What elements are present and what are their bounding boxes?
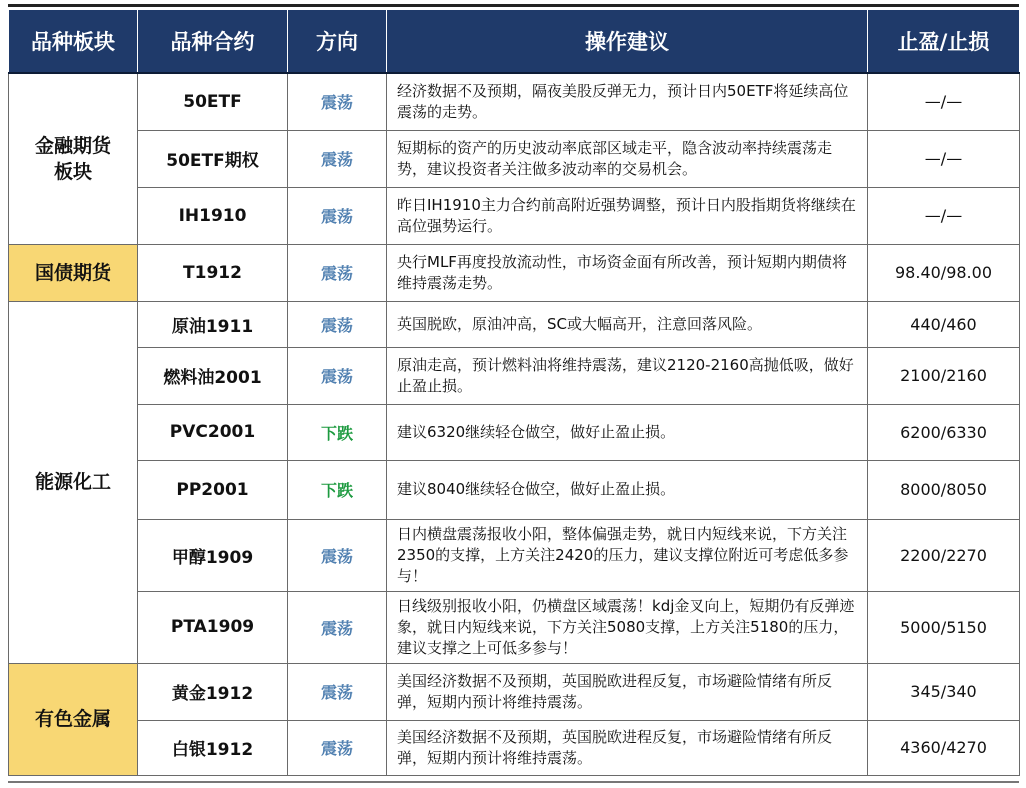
direction-cell: 震荡 <box>288 591 387 663</box>
direction-cell: 下跌 <box>288 460 387 519</box>
stop-cell: 6200/6330 <box>868 404 1020 460</box>
advice-cell: 美国经济数据不及预期，英国脱欧进程反复，市场避险情绪有所反弹，短期内预计将维持震荡。 <box>387 720 868 775</box>
category-cell-bond <box>9 244 138 301</box>
header-contract: 品种合约 <box>138 10 288 74</box>
direction-cell: 震荡 <box>288 73 387 130</box>
table-row <box>9 244 1020 301</box>
contract-cell: 白银1912 <box>138 720 288 775</box>
table-row <box>9 720 1020 775</box>
advice-cell: 经济数据不及预期，隔夜美股反弹无力，预计日内50ETF将延续高位震荡的走势。 <box>387 73 868 130</box>
table-row <box>9 130 1020 187</box>
direction-cell: 下跌 <box>288 404 387 460</box>
advice-cell: 昨日IH1910主力合约前高附近强势调整，预计日内股指期货将继续在高位强势运行。 <box>387 187 868 244</box>
category-label: 国债期货 <box>34 261 111 284</box>
stop-cell: 440/460 <box>868 301 1020 347</box>
contract-cell: PVC2001 <box>138 404 288 460</box>
stop-cell: 5000/5150 <box>868 591 1020 663</box>
category-cell-energy-chemical <box>9 301 138 663</box>
stop-cell: 98.40/98.00 <box>868 244 1020 301</box>
stop-cell: 4360/4270 <box>868 720 1020 775</box>
advice-cell: 央行MLF再度投放流动性，市场资金面有所改善，预计短期内期债将维持震荡走势。 <box>387 244 868 301</box>
contract-cell: 50ETF期权 <box>138 130 288 187</box>
table-row <box>9 460 1020 519</box>
stop-cell: —/— <box>868 73 1020 130</box>
direction-cell: 震荡 <box>288 301 387 347</box>
table-row <box>9 591 1020 663</box>
stop-cell: 2100/2160 <box>868 347 1020 404</box>
category-label: 有色金属 <box>34 708 111 730</box>
contract-cell: T1912 <box>138 244 288 301</box>
category-label: 能源化工 <box>34 471 111 493</box>
header-direction: 方向 <box>288 10 387 74</box>
advice-cell: 日内横盘震荡报收小阳，整体偏强走势，就日内短线来说，下方关注2350的支撑，上方关注2420的压力，建议支撑位附近可考虑低多参与！ <box>387 519 868 591</box>
advice-cell: 建议6320继续轻仓做空，做好止盈止损。 <box>387 404 868 460</box>
table-row <box>9 404 1020 460</box>
direction-cell: 震荡 <box>288 130 387 187</box>
contract-cell: 50ETF <box>138 73 288 130</box>
direction-cell: 震荡 <box>288 663 387 720</box>
category-cell-financial <box>9 73 138 244</box>
table-row <box>9 663 1020 720</box>
table-row <box>9 347 1020 404</box>
contract-cell: PTA1909 <box>138 591 288 663</box>
contract-cell: 甲醇1909 <box>138 519 288 591</box>
table-row <box>9 73 1020 130</box>
header-stop: 止盈/止损 <box>868 10 1020 74</box>
stop-cell: —/— <box>868 130 1020 187</box>
direction-cell: 震荡 <box>288 720 387 775</box>
advice-cell: 短期标的资产的历史波动率底部区域走平，隐含波动率持续震荡走势，建议投资者关注做多波动率的交易机会。 <box>387 130 868 187</box>
table-row <box>9 301 1020 347</box>
advice-cell: 建议8040继续轻仓做空，做好止盈止损。 <box>387 460 868 519</box>
category-cell-nonferrous <box>9 663 138 775</box>
top-border <box>8 4 1019 7</box>
contract-cell: IH1910 <box>138 187 288 244</box>
header-row <box>9 10 1020 74</box>
header-advice: 操作建议 <box>387 10 868 74</box>
contract-cell: 黄金1912 <box>138 663 288 720</box>
table-row <box>9 519 1020 591</box>
direction-cell: 震荡 <box>288 244 387 301</box>
advice-cell: 原油走高，预计燃料油将维持震荡，建议2120-2160高抛低吸，做好止盈止损。 <box>387 347 868 404</box>
stop-cell: 8000/8050 <box>868 460 1020 519</box>
bottom-border <box>8 781 1019 783</box>
strategy-table <box>8 9 1020 776</box>
category-label: 金融期货 <box>34 134 111 157</box>
stop-cell: —/— <box>868 187 1020 244</box>
direction-cell: 震荡 <box>288 519 387 591</box>
contract-cell: 原油1911 <box>138 301 288 347</box>
stop-cell: 2200/2270 <box>868 519 1020 591</box>
table-row <box>9 187 1020 244</box>
advice-cell: 日线级别报收小阳，仍横盘区域震荡！kdj金叉向上，短期仍有反弹迹象，就日内短线来说，下方关注5080支撑，上方关注5180的压力，建议支撑之上可低多参与！ <box>387 591 868 663</box>
direction-cell: 震荡 <box>288 347 387 404</box>
advice-cell: 英国脱欧，原油冲高，SC或大幅高开，注意回落风险。 <box>387 301 868 347</box>
contract-cell: 燃料油2001 <box>138 347 288 404</box>
contract-cell: PP2001 <box>138 460 288 519</box>
advice-cell: 美国经济数据不及预期，英国脱欧进程反复，市场避险情绪有所反弹，短期内预计将维持震荡。 <box>387 663 868 720</box>
direction-cell: 震荡 <box>288 187 387 244</box>
category-label-line2: 板块 <box>53 160 92 183</box>
header-category: 品种板块 <box>9 10 138 74</box>
stop-cell: 345/340 <box>868 663 1020 720</box>
